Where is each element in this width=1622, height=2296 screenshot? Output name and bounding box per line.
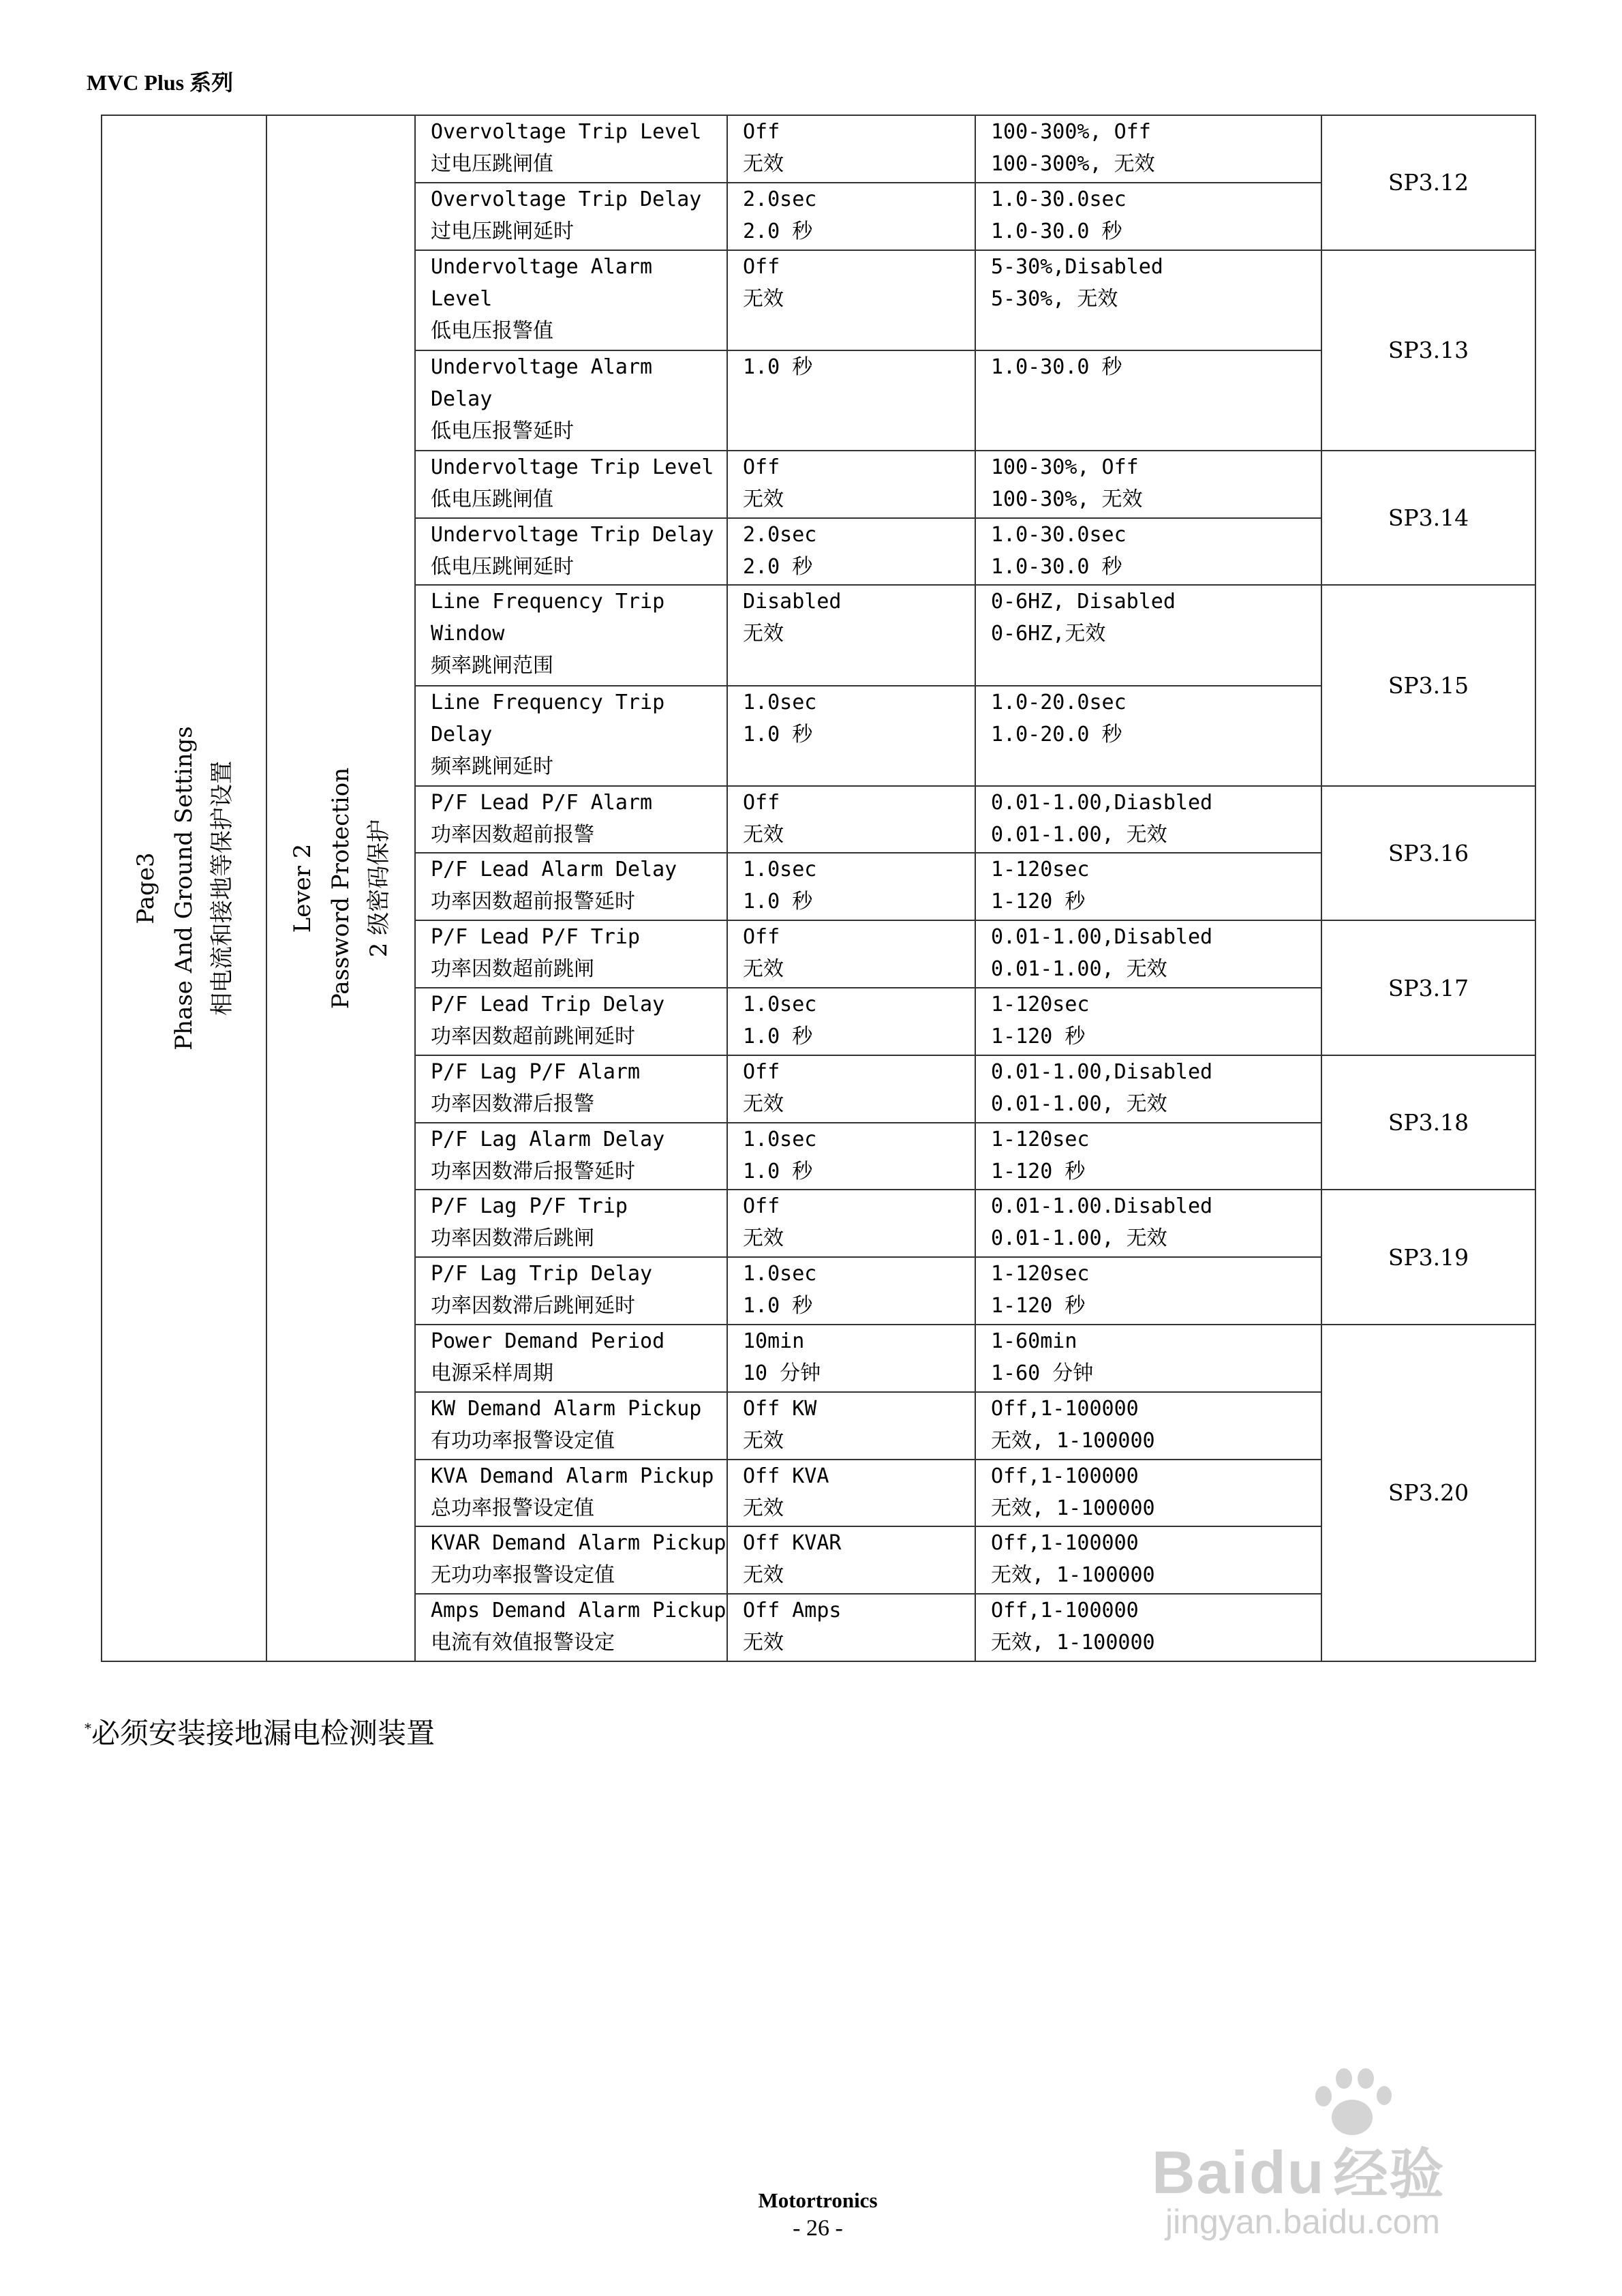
default-value-cell: Off 无效 — [727, 115, 975, 183]
range-cell: 1-60min 1-60 分钟 — [975, 1325, 1321, 1392]
default-value-cell: Off 无效 — [727, 1055, 975, 1123]
range-cell: 0.01-1.00,Diasbled 0.01-1.00, 无效 — [975, 786, 1321, 854]
setpoint-code-cell: SP3.18 — [1321, 1055, 1535, 1190]
default-value-cell: Off 无效 — [727, 786, 975, 854]
default-value-cell: Off KVAR 无效 — [727, 1526, 975, 1594]
setting-name-cell: Line Frequency Trip Window 频率跳闸范围 — [415, 585, 727, 685]
default-value-cell: 1.0sec 1.0 秒 — [727, 1257, 975, 1325]
range-cell: 1-120sec 1-120 秒 — [975, 988, 1321, 1055]
setpoint-code-cell: SP3.16 — [1321, 786, 1535, 921]
setting-name-cell: P/F Lag Trip Delay 功率因数滞后跳闸延时 — [415, 1257, 727, 1325]
setting-name-cell: Overvoltage Trip Level 过电压跳闸值 — [415, 115, 727, 183]
default-value-cell: Off 无效 — [727, 1190, 975, 1257]
watermark-url: jingyan.baidu.com — [1165, 2203, 1441, 2241]
range-cell: 0.01-1.00,Disabled 0.01-1.00, 无效 — [975, 920, 1321, 988]
default-value-cell: 1.0sec 1.0 秒 — [727, 1123, 975, 1190]
range-cell: 1.0-30.0sec 1.0-30.0 秒 — [975, 518, 1321, 586]
footnote — [85, 1711, 435, 1752]
setpoint-code-cell: SP3.14 — [1321, 451, 1535, 586]
range-cell: 1.0-30.0 秒 — [975, 350, 1321, 451]
footer-company: Motortronics — [758, 2188, 878, 2212]
default-value-cell: Disabled 无效 — [727, 585, 975, 685]
setting-name-cell: P/F Lead Trip Delay 功率因数超前跳闸延时 — [415, 988, 727, 1055]
setting-name-cell: Overvoltage Trip Delay 过电压跳闸延时 — [415, 183, 727, 250]
range-cell: Off,1-100000 无效, 1-100000 — [975, 1460, 1321, 1527]
range-cell: 1.0-20.0sec 1.0-20.0 秒 — [975, 686, 1321, 786]
footnote-mark: * — [85, 1720, 91, 1736]
security-level-label — [266, 115, 415, 1661]
range-cell: 1-120sec 1-120 秒 — [975, 853, 1321, 920]
setting-name-cell: KW Demand Alarm Pickup 有功功率报警设定值 — [415, 1392, 727, 1460]
setting-name-cell: KVA Demand Alarm Pickup 总功率报警设定值 — [415, 1460, 727, 1527]
default-value-cell: 1.0sec 1.0 秒 — [727, 853, 975, 920]
setting-name-cell: Undervoltage Alarm Level 低电压报警值 — [415, 250, 727, 350]
default-value-cell: Off Amps 无效 — [727, 1594, 975, 1661]
setting-name-cell: Undervoltage Trip Level 低电压跳闸值 — [415, 451, 727, 518]
level-label-line: 2 级密码保护 — [365, 819, 393, 958]
setting-name-cell: KVAR Demand Alarm Pickup 无功功率报警设定值 — [415, 1526, 727, 1594]
range-cell: 0.01-1.00,Disabled 0.01-1.00, 无效 — [975, 1055, 1321, 1123]
range-cell: 100-30%, Off 100-30%, 无效 — [975, 451, 1321, 518]
setpoint-code-cell: SP3.13 — [1321, 250, 1535, 451]
range-cell: Off,1-100000 无效, 1-100000 — [975, 1392, 1321, 1460]
document-header: MVC Plus 系列 — [87, 70, 234, 95]
default-value-cell: Off KVA 无效 — [727, 1460, 975, 1527]
setting-name-cell: Undervoltage Trip Delay 低电压跳闸延时 — [415, 518, 727, 586]
table-row — [102, 115, 1535, 183]
default-value-cell: Off KW 无效 — [727, 1392, 975, 1460]
setting-name-cell: P/F Lead P/F Alarm 功率因数超前报警 — [415, 786, 727, 854]
setting-name-cell: Line Frequency Trip Delay 频率跳闸延时 — [415, 686, 727, 786]
setting-name-cell: P/F Lead P/F Trip 功率因数超前跳闸 — [415, 920, 727, 988]
footnote-text: 必须安装接地漏电检测装置 — [91, 1717, 435, 1750]
range-cell: 1.0-30.0sec 1.0-30.0 秒 — [975, 183, 1321, 250]
setpoint-code-cell: SP3.12 — [1321, 115, 1535, 250]
setpoint-code-cell: SP3.19 — [1321, 1190, 1535, 1325]
range-cell: Off,1-100000 无效, 1-100000 — [975, 1526, 1321, 1594]
range-cell: 0.01-1.00.Disabled 0.01-1.00, 无效 — [975, 1190, 1321, 1257]
range-cell: 0-6HZ, Disabled 0-6HZ,无效 — [975, 585, 1321, 685]
setting-name-cell: P/F Lag P/F Trip 功率因数滞后跳闸 — [415, 1190, 727, 1257]
range-cell: 1-120sec 1-120 秒 — [975, 1123, 1321, 1190]
page-label-line: Page3 — [132, 852, 159, 924]
default-value-cell: 1.0sec 1.0 秒 — [727, 988, 975, 1055]
range-cell: Off,1-100000 无效, 1-100000 — [975, 1594, 1321, 1661]
default-value-cell: 10min 10 分钟 — [727, 1325, 975, 1392]
default-value-cell: Off 无效 — [727, 250, 975, 350]
setpoint-code-cell: SP3.15 — [1321, 585, 1535, 785]
range-cell: 1-120sec 1-120 秒 — [975, 1257, 1321, 1325]
page-label-line: 相电流和接地等保护设置 — [209, 761, 236, 1016]
default-value-cell: Off 无效 — [727, 920, 975, 988]
default-value-cell: 2.0sec 2.0 秒 — [727, 518, 975, 586]
baidu-watermark — [1152, 2066, 1533, 2243]
page-number: - 26 - — [793, 2216, 843, 2241]
paw-icon — [1309, 2066, 1390, 2141]
default-value-cell: 2.0sec 2.0 秒 — [727, 183, 975, 250]
watermark-brand: Baidu 经验 — [1152, 2139, 1445, 2206]
setting-name-cell: Undervoltage Alarm Delay 低电压报警延时 — [415, 350, 727, 451]
range-cell: 5-30%,Disabled 5-30%, 无效 — [975, 250, 1321, 350]
settings-table — [101, 115, 1536, 1662]
level-label-line: Lever 2 — [289, 843, 316, 933]
setting-name-cell: Power Demand Period 电源采样周期 — [415, 1325, 727, 1392]
default-value-cell: 1.0 秒 — [727, 350, 975, 451]
range-cell: 100-300%, Off 100-300%, 无效 — [975, 115, 1321, 183]
default-value-cell: Off 无效 — [727, 451, 975, 518]
setting-name-cell: P/F Lag P/F Alarm 功率因数滞后报警 — [415, 1055, 727, 1123]
default-value-cell: 1.0sec 1.0 秒 — [727, 686, 975, 786]
setpoint-code-cell: SP3.17 — [1321, 920, 1535, 1055]
setting-name-cell: Amps Demand Alarm Pickup 电流有效值报警设定 — [415, 1594, 727, 1661]
page-label-line: Phase And Ground Settings — [170, 726, 198, 1051]
setpoint-code-cell: SP3.20 — [1321, 1325, 1535, 1661]
level-label-line: Password Protection — [327, 767, 354, 1010]
setting-name-cell: P/F Lag Alarm Delay 功率因数滞后报警延时 — [415, 1123, 727, 1190]
page-section-label — [102, 115, 266, 1661]
setting-name-cell: P/F Lead Alarm Delay 功率因数超前报警延时 — [415, 853, 727, 920]
